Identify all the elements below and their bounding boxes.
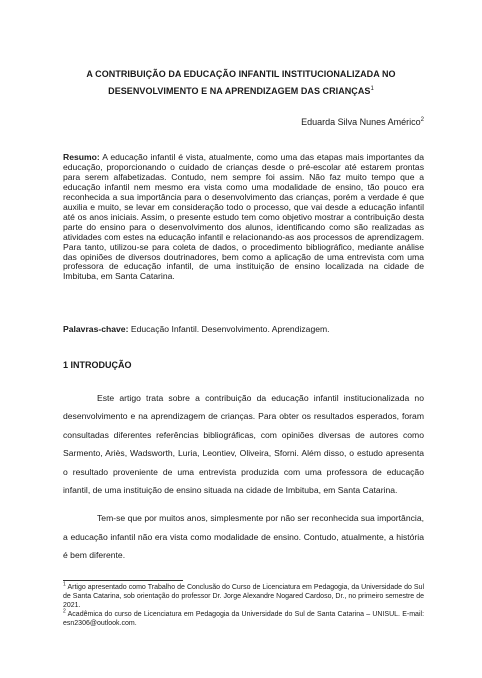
section-heading-introduction: 1 INTRODUÇÃO (63, 360, 132, 370)
article-title-line-2 (63, 83, 419, 100)
keywords-text: Educação Infantil. Desenvolvimento. Aprendizagem. (130, 324, 330, 334)
footnote-1-marker: 1 (63, 581, 66, 588)
article-title-line-1: A CONTRIBUIÇÃO DA EDUCAÇÃO INFANTIL INSTITUCIONALIZADA NO (86, 69, 396, 79)
keywords (63, 324, 424, 334)
footnote-divider (63, 580, 183, 581)
footnote-2 (63, 608, 425, 629)
footnote-1-text: Artigo apresentado como Trabalho de Conclusão do Curso de Licenciatura em Pedagogia, da Universidade do Sul de Santa Catarina, sob orientação do professor Dr. Jorge Alexandre Nogared Cardoso, Dr., no primeiro semestre de 2021. (63, 584, 425, 609)
author-footnote-marker: 2 (420, 117, 424, 123)
abstract-label: Resumo: (63, 152, 100, 162)
keywords-label: Palavras-chave: (63, 324, 129, 334)
paragraph: Tem-se que por muitos anos, simplesmente por não ser reconhecida sua importância, a educação infantil não era vista como modalidade de ensino. Contudo, atualmente, a história é bem diferente. (63, 513, 424, 561)
footnote-2-text: Acadêmica do curso de Licenciatura em Pedagogia da Universidade do Sul de Santa Catarina – UNISUL. E-mail: esn2306@outlook.com. (63, 610, 425, 627)
footnote-2-marker: 2 (63, 608, 66, 615)
paragraph: Este artigo trata sobre a contribuição da educação infantil institucionalizada no desenvolvimento e na aprendizagem de crianças. Para obter os resultados esperados, foram consultadas diferentes referências bibliográficas, com opiniões diversas de autores como Sarmento, Ariès, Wadsworth, Luria, Leontiev, Oliveira, Sforni. Além disso, o estudo apresenta o resultado proveniente de uma entrevista produzida com uma professora de educação infantil, de uma instituição de ensino situada na cidade de Imbituba, em Santa Catarina. (63, 393, 424, 496)
abstract-text: A educação infantil é vista, atualmente, como uma das etapas mais importantes da educação, proporcionando o cuidado de crianças desde o pré-escolar até estarem prontas para serem alfabetizadas. Contudo, nem sempre foi assim. Não faz muito tempo que a educação infantil nem mesmo era vista como uma modalidade de ensino, tão pouco era reconhecida a sua importância para o desenvolvimento das crianças, porém a verdade é que auxilia e muito, se levar em consideração todo o processo, que vai desde a educação infantil até os anos iniciais. Assim, o presente estudo tem como objetivo mostrar a contribuição desta parte do ensino para o desenvolvimento dos alunos, identificando como são realizadas as atividades com estes na educação infantil e relacionando-as aos processos de aprendizagem. Para tanto, utilizou-se para coleta de dados, o procedimento bibliográfico, mediante análise das opiniões de diversos doutrinadores, bem como a aplicação de uma entrevista com uma professora de educação infantil, de uma instituição de ensino localizada na cidade de Imbituba, em Santa Catarina. (63, 152, 424, 282)
article-title-line-2-text: DESENVOLVIMENTO E NA APRENDIZAGEM DAS CRIANÇAS (108, 86, 371, 96)
introduction-body (63, 389, 424, 565)
title-footnote-marker: 1 (370, 86, 374, 92)
footnotes (63, 581, 425, 629)
abstract (63, 153, 424, 282)
footnote-1 (63, 581, 425, 611)
article-title (63, 66, 419, 100)
author-name-text: Eduarda Silva Nunes Américo (301, 117, 421, 127)
author-name (301, 117, 424, 127)
